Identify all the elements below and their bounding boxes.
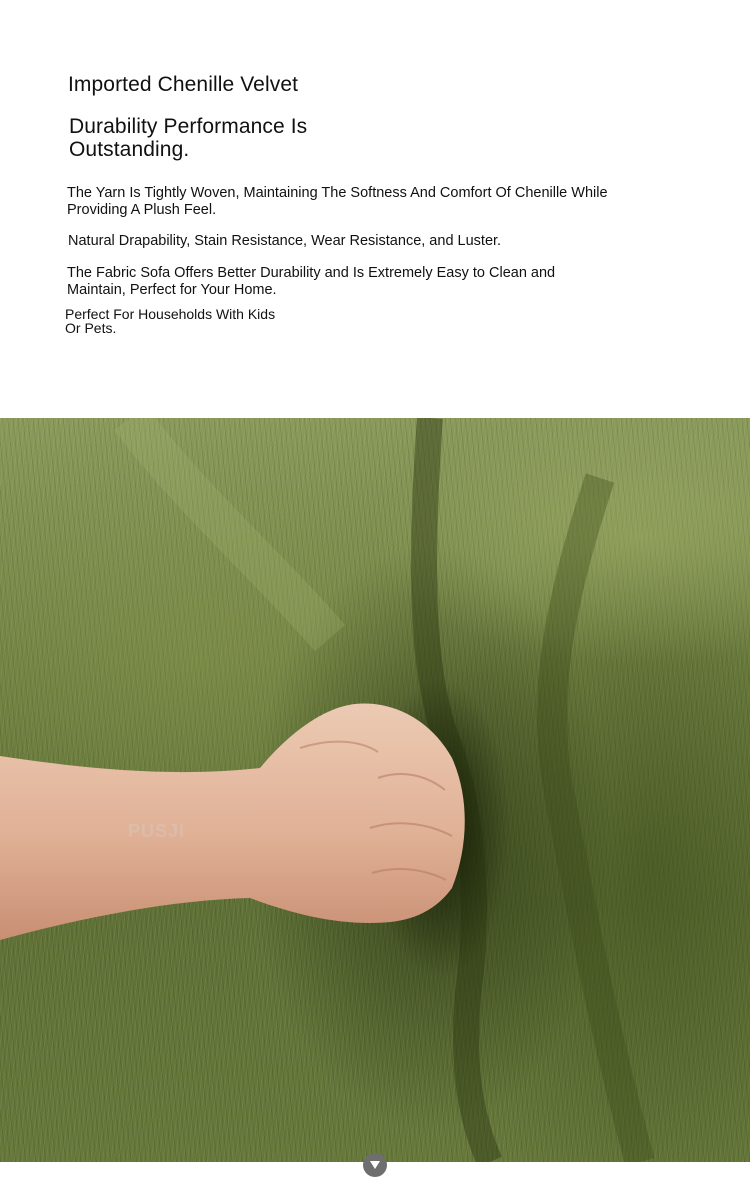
subheadline: Durability Performance Is Outstanding. <box>69 115 308 161</box>
households-line-2: Or Pets. <box>65 319 117 336</box>
households-line-1: Perfect For Households With Kids <box>65 306 276 322</box>
feature-paragraph-softness: The Yarn Is Tightly Woven, Maintaining The Softness And Comfort Of Chenille While Providing A Plush Feel. <box>67 185 608 218</box>
scroll-down-button[interactable] <box>363 1153 387 1177</box>
hand-pressing-fabric-illustration <box>0 418 750 1162</box>
fabric-fold <box>552 478 640 1162</box>
chevron-down-icon <box>370 1161 380 1169</box>
fabric-fold <box>130 418 330 638</box>
fabric-photo <box>0 418 750 1162</box>
arm <box>0 703 465 940</box>
feature-paragraph-durability: The Fabric Sofa Offers Better Durability and Is Extremely Easy to Clean and Maintain, Perfect for Your Home. <box>67 265 556 298</box>
feature-paragraph-households <box>65 308 325 335</box>
feature-paragraph-drapability: Natural Drapability, Stain Resistance, Wear Resistance, and Luster. <box>68 233 502 249</box>
page-title: Imported Chenille Velvet <box>68 73 299 96</box>
watermark: PUSJI <box>128 821 186 841</box>
product-copy-section <box>0 0 750 418</box>
